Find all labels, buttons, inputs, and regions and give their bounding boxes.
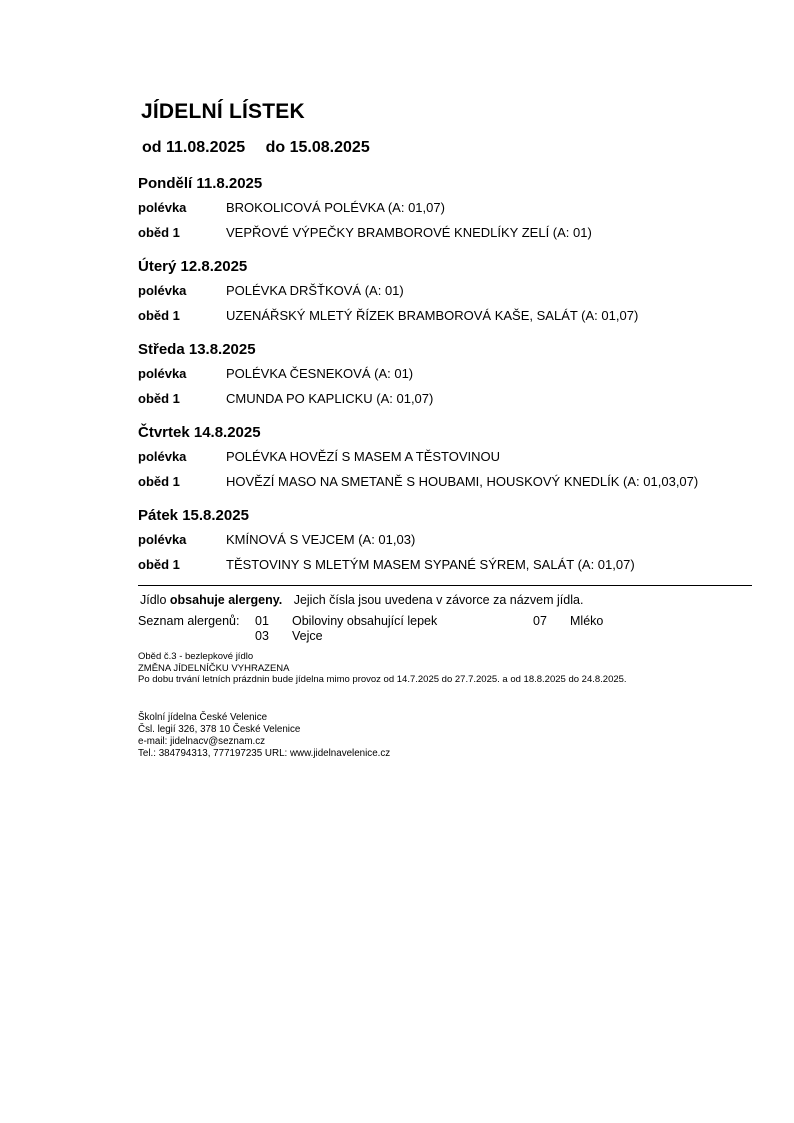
- meal-type: polévka: [138, 200, 187, 215]
- contact-line: Školní jídelna České Velenice: [138, 712, 268, 723]
- divider: [138, 585, 752, 586]
- meal-name: KMÍNOVÁ S VEJCEM (A: 01,03): [226, 532, 416, 547]
- date-from: od 11.08.2025: [142, 139, 246, 156]
- menu-row: [138, 361, 778, 386]
- day-section: [138, 256, 778, 328]
- meal-type: polévka: [138, 449, 187, 464]
- day-section: [138, 422, 778, 494]
- meal-type: oběd 1: [138, 474, 180, 489]
- allergen-name: Mléko: [570, 614, 604, 628]
- day-heading: Čtvrtek 14.8.2025: [138, 424, 261, 441]
- meal-name: UZENÁŘSKÝ MLETÝ ŘÍZEK BRAMBOROVÁ KAŠE, SALÁT (A: 01,07): [226, 308, 639, 323]
- allergen-note-bold: obsahuje alergeny.: [169, 593, 283, 607]
- day-section: [138, 505, 778, 577]
- day-section: [138, 173, 778, 245]
- allergen-name: Vejce: [292, 629, 323, 643]
- date-to: do 15.08.2025: [265, 139, 370, 156]
- meal-type: polévka: [138, 366, 187, 381]
- allergen-name: Obiloviny obsahující lepek: [292, 614, 438, 628]
- page-title: JÍDELNÍ LÍSTEK: [141, 100, 305, 123]
- meal-type: oběd 1: [138, 225, 180, 240]
- meal-name: TĚSTOVINY S MLETÝM MASEM SYPANÉ SÝREM, SALÁT (A: 01,07): [226, 557, 635, 572]
- menu-row: [138, 386, 778, 411]
- allergen-list-label: Seznam alergenů:: [138, 614, 240, 628]
- note-line: ZMĚNA JÍDELNÍČKU VYHRAZENA: [138, 662, 290, 674]
- day-section: [138, 339, 778, 411]
- date-range: [142, 139, 370, 157]
- notes: [138, 651, 627, 686]
- allergen-note-rest: Jejich čísla jsou uvedena v závorce za názvem jídla.: [293, 593, 584, 607]
- menu-row: [138, 469, 778, 494]
- meal-type: polévka: [138, 532, 187, 547]
- meal-type: oběd 1: [138, 391, 180, 406]
- meal-name: VEPŘOVÉ VÝPEČKY BRAMBOROVÉ KNEDLÍKY ZELÍ (A: 01): [226, 225, 592, 240]
- contact-info: [138, 712, 390, 760]
- contact-line: Tel.: 384794313, 777197235 URL: www.jidelnavelenice.cz: [138, 748, 391, 759]
- meal-type: oběd 1: [138, 308, 180, 323]
- meal-name: BROKOLICOVÁ POLÉVKA (A: 01,07): [226, 200, 445, 215]
- meal-name: POLÉVKA HOVĚZÍ S MASEM A TĚSTOVINOU: [226, 449, 501, 464]
- allergen-note: [140, 593, 583, 607]
- meal-name: HOVĚZÍ MASO NA SMETANĚ S HOUBAMI, HOUSKOVÝ KNEDLÍK (A: 01,03,07): [226, 474, 699, 489]
- day-heading: Pondělí 11.8.2025: [138, 175, 263, 192]
- menu-row: [138, 527, 778, 552]
- meal-type: oběd 1: [138, 557, 180, 572]
- allergen-code: 07: [533, 614, 547, 628]
- note-line: Po dobu trvání letních prázdnin bude jídelna mimo provoz od 14.7.2025 do 27.7.2025. a od 18.8.2025 do 24.8.2025.: [138, 674, 627, 685]
- note-line: Oběd č.3 - bezlepkové jídlo: [138, 651, 254, 662]
- menu-row: [138, 303, 778, 328]
- contact-line: Čsl. legií 326, 378 10 České Velenice: [138, 724, 301, 735]
- allergen-code: 01: [255, 614, 269, 628]
- menu-row: [138, 195, 778, 220]
- contact-line: e-mail: jidelnacv@seznam.cz: [138, 736, 266, 747]
- meal-name: POLÉVKA ČESNEKOVÁ (A: 01): [226, 366, 414, 381]
- meal-name: CMUNDA PO KAPLICKU (A: 01,07): [226, 391, 434, 406]
- meal-type: polévka: [138, 283, 187, 298]
- day-heading: Pátek 15.8.2025: [138, 507, 249, 524]
- allergen-note-prefix: Jídlo: [140, 593, 167, 607]
- menu-row: [138, 552, 778, 577]
- allergen-code: 03: [255, 629, 269, 643]
- menu-row: [138, 220, 778, 245]
- meal-name: POLÉVKA DRŠŤKOVÁ (A: 01): [226, 283, 404, 298]
- day-heading: Úterý 12.8.2025: [138, 258, 248, 275]
- day-heading: Středa 13.8.2025: [138, 341, 256, 358]
- menu-row: [138, 444, 778, 469]
- menu-row: [138, 278, 778, 303]
